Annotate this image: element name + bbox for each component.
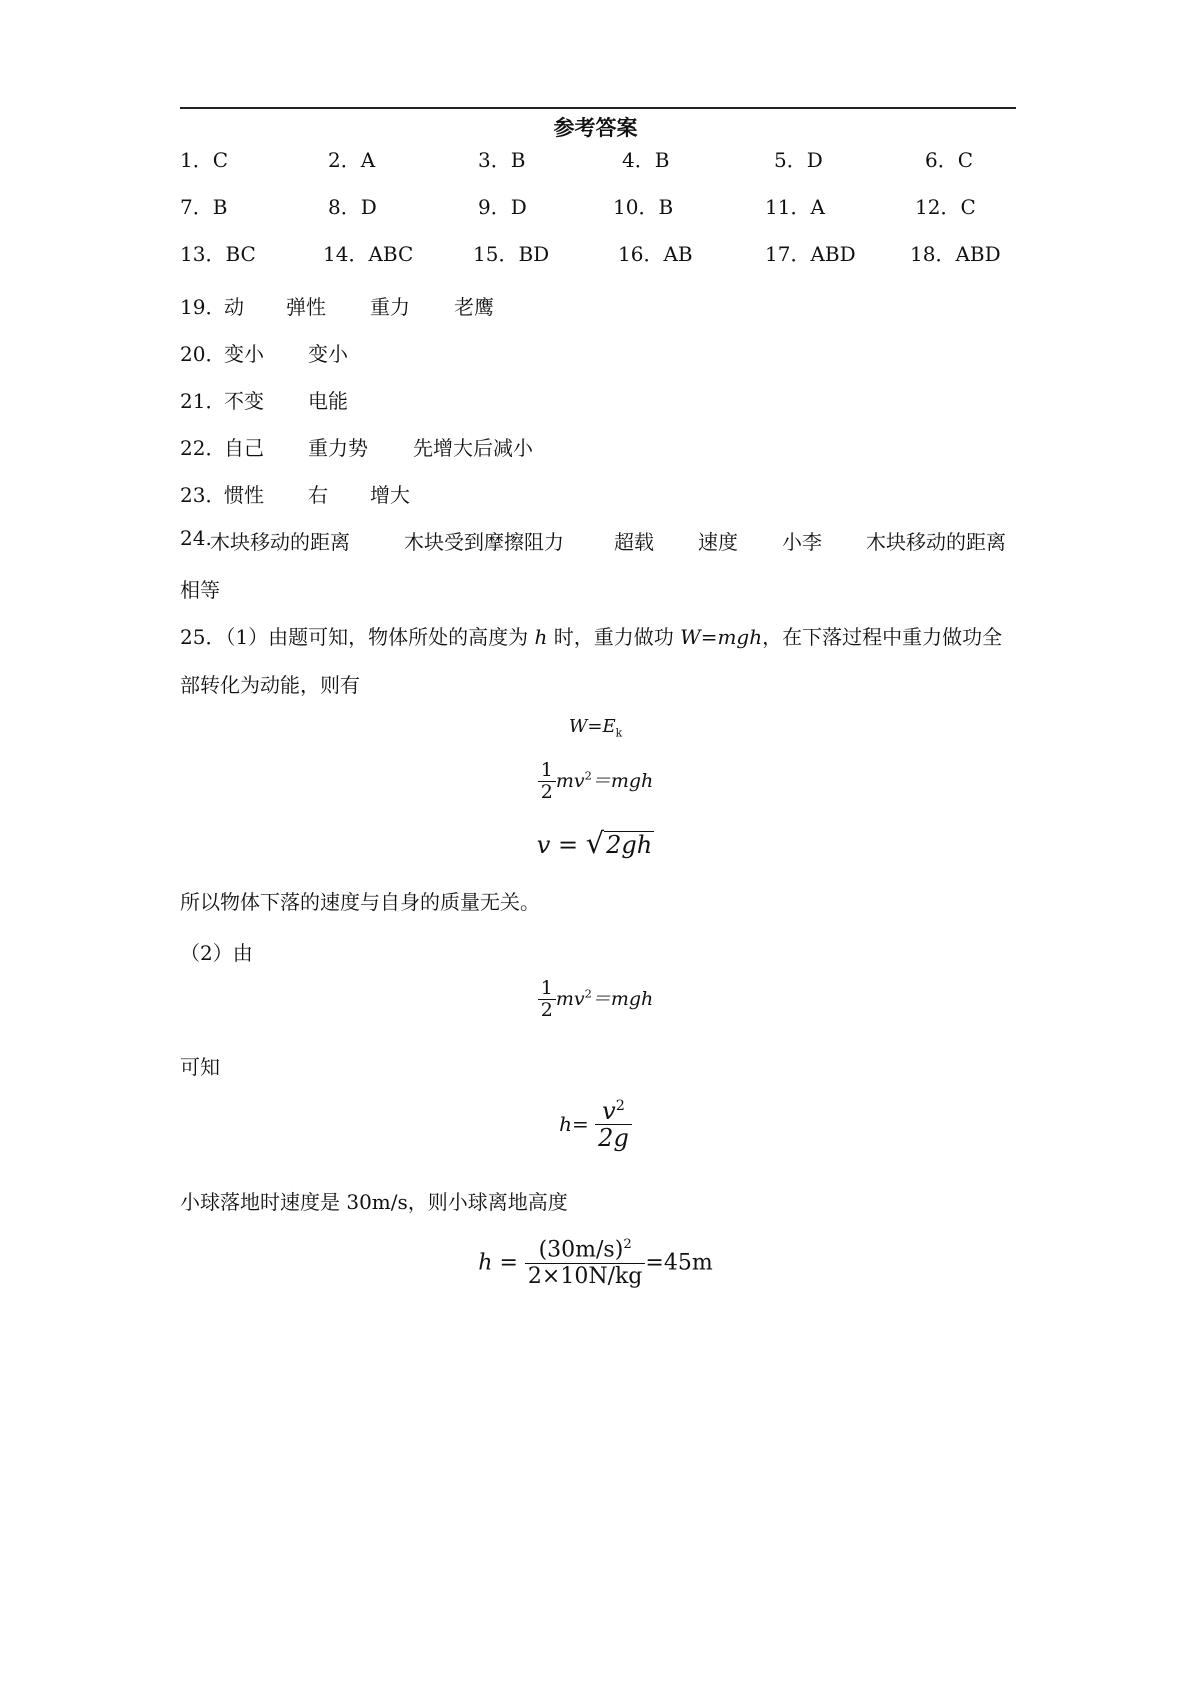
page-title: 参考答案 [553,116,638,140]
mc-row-2 [180,191,1040,221]
mc-item: 11．A [765,195,825,219]
mc-item: 13．BC [180,242,256,266]
equation-kinetic-2: $\frac{1}{2}$ $mv^2=mgh$ [0,978,1191,1022]
q25-conclusion: 所以物体下落的速度与自身的质量无关。 [180,890,540,914]
equation-height: h= $\frac{v^2}{2g}$ [0,1098,1191,1153]
answer-24-tail: 相等 [180,578,220,602]
mc-item: 17．ABD [765,242,856,266]
mc-item: 16．AB [618,242,693,266]
q25-part2-label: （2）由 [180,941,253,965]
q25-speed-text: 小球落地时速度是 30m/s，则小球离地高度 [180,1190,568,1214]
mc-row-1 [180,144,1040,174]
q25-kezhi: 可知 [180,1055,220,1079]
mc-item: 7．B [180,195,228,219]
mc-item: 3．B [478,148,526,172]
equation-velocity: v = √2gh [536,826,653,860]
mc-row-3 [180,238,1040,268]
mc-item: 18．ABD [910,242,1001,266]
mc-item: 9．D [478,195,527,219]
mc-item: 12．C [915,195,976,219]
mc-item: 4．B [622,148,670,172]
mc-item: 14．ABC [323,242,414,266]
equation-work-energy: $W=E_k$ [568,716,623,740]
q25-paragraph-1: 25．（1）由题可知，物体所处的高度为 h 时，重力做功 W=mgh，在下落过程中重力做功全 [180,625,1003,649]
mc-item: 10．B [613,195,674,219]
mc-item: 2．A [328,148,376,172]
mc-item: 6．C [925,148,974,172]
mc-item: 1．C [180,148,229,172]
equation-final: h = $\frac{(30m/s)^2}{2\times 10N/kg}$ =45m [478,1237,713,1289]
mc-item: 15．BD [473,242,550,266]
equation-kinetic: $\frac{1}{2}$ $mv^2=mgh$ [0,760,1191,804]
answer-page: 参考答案 1．C 2．A 3．B 4．B 5．D 6．C 7．B 8．D 9．D 10．B 11．A 12．C 13．BC 14．ABC 15．BD 16．AB 17．ABD 18．ABD 19． 动 弹性 重力 老鹰 20． 变小 变小 21． 不变 电能 22． 自己 重力势 先增大后减小 23． 惯性 右 增大 24. 木块移动的距离 木块受到摩擦阻力 超载 速度 小李 木块移动的距离 相等 25．（1）由题可知，物体所处的高度为 h 时，重力做功 W=mgh，在下落过程中重力做功全 部转化为动能，则有 $W=E_k$ $\frac{1}{2}$ $mv^2=mgh$ v = √2gh 所以物体下落的速度与自身的质量无关。 （2）由 $\frac{1}{2}$ $mv^2=mgh$ 可知 h= $\frac{v^2}{2g}$ 小球落地时速度是 30m/s，则小球离地高度 h = $\frac{(30m/s)^2}{2\times 10N/kg}$ =45m [0,0,1191,1684]
mc-item: 5．D [774,148,823,172]
header-rule [180,107,1016,109]
mc-item: 8．D [328,195,377,219]
q25-paragraph-2: 部转化为动能，则有 [180,673,360,697]
